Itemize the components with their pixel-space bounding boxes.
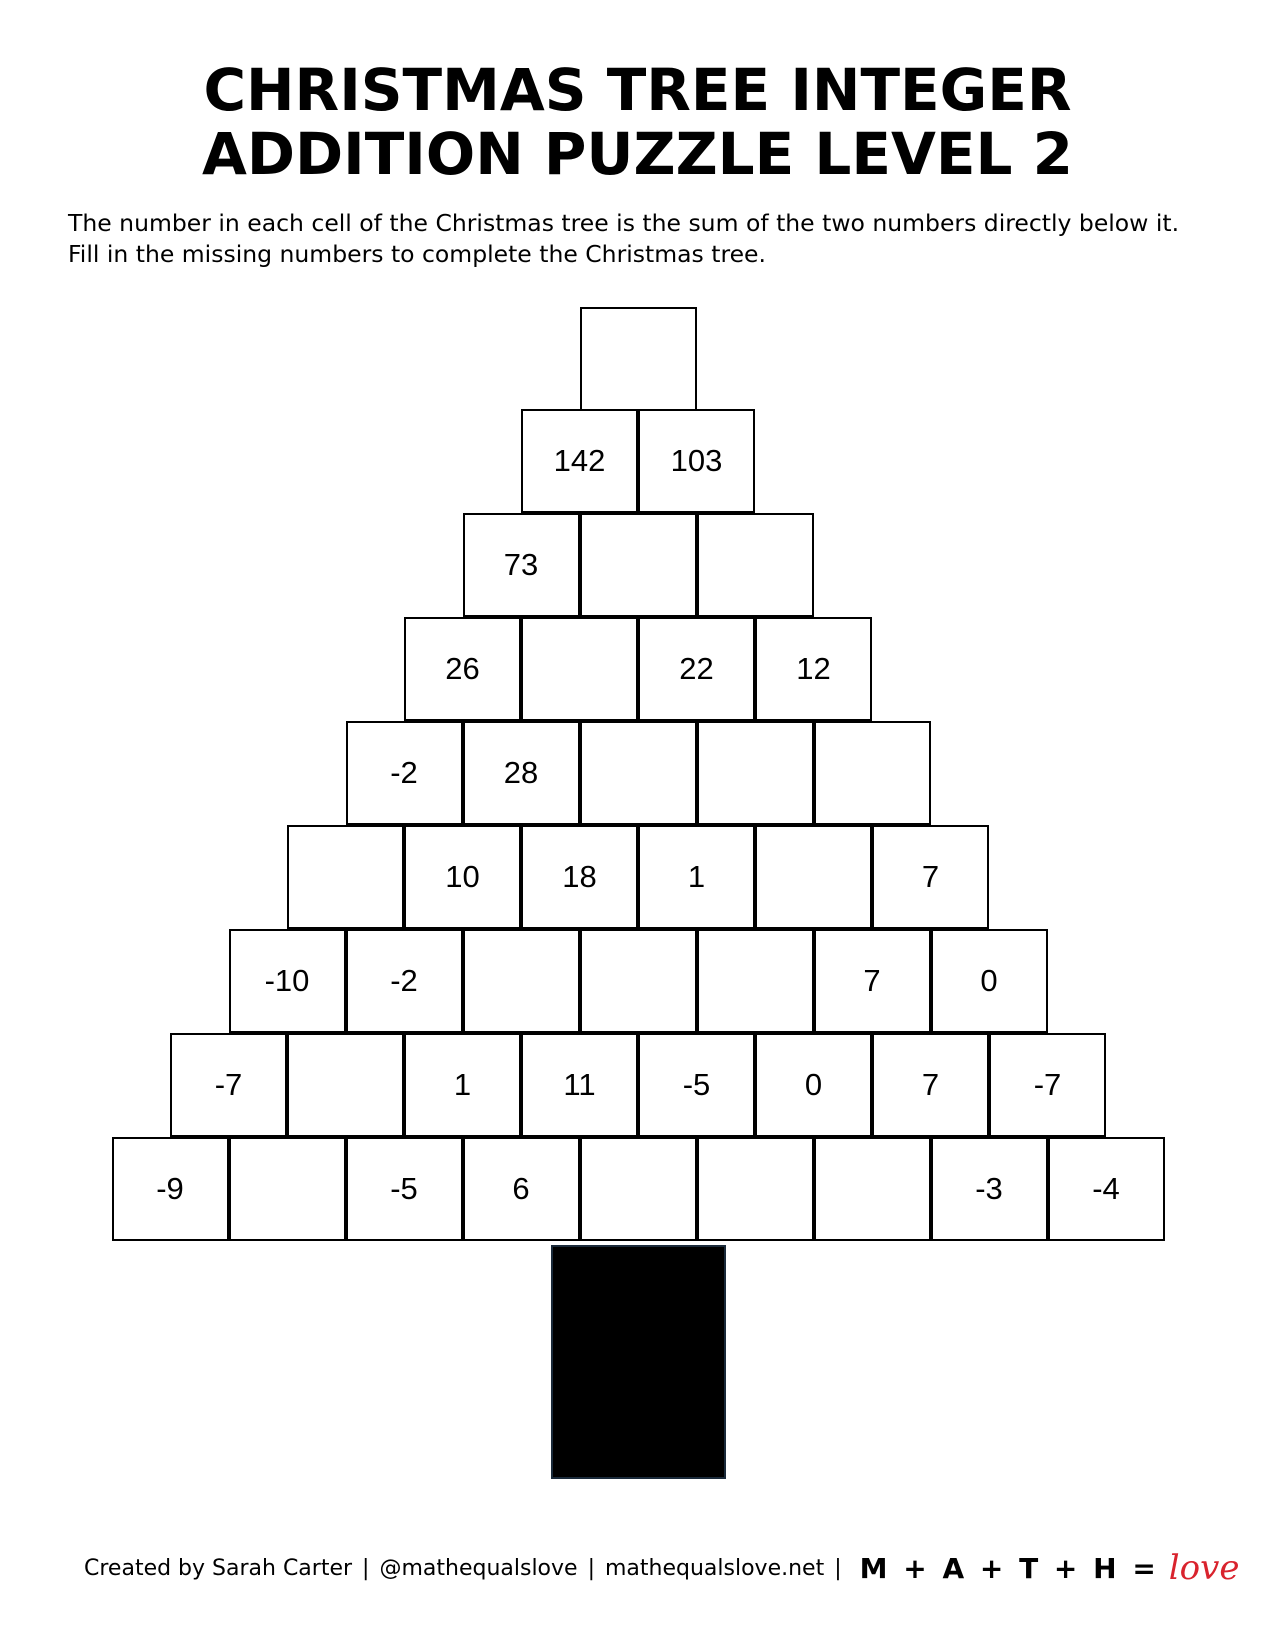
instructions-line-2: Fill in the missing numbers to complete the Christmas tree. — [68, 240, 766, 268]
footer-separator: | — [362, 1555, 370, 1581]
empty-tree-cell[interactable] — [580, 513, 697, 617]
empty-tree-cell[interactable] — [287, 1033, 404, 1137]
tree-cell: 28 — [463, 721, 580, 825]
tree-cell: -10 — [229, 929, 346, 1033]
tree-cell: -4 — [1048, 1137, 1165, 1241]
tree-cell: -5 — [346, 1137, 463, 1241]
empty-tree-cell[interactable] — [521, 617, 638, 721]
tree-cell: 1 — [404, 1033, 521, 1137]
footer-site: mathequalslove.net — [605, 1555, 825, 1581]
empty-tree-cell[interactable] — [814, 721, 931, 825]
tree-trunk — [551, 1245, 726, 1479]
tree-cell: -5 — [638, 1033, 755, 1137]
empty-tree-cell[interactable] — [697, 929, 814, 1033]
title-line-2: ADDITION PUZZLE LEVEL 2 — [201, 120, 1074, 188]
empty-tree-cell[interactable] — [580, 1137, 697, 1241]
tree-cell: -7 — [989, 1033, 1106, 1137]
tree-cell: 11 — [521, 1033, 638, 1137]
empty-tree-cell[interactable] — [580, 721, 697, 825]
tree-cell: 1 — [638, 825, 755, 929]
instructions-line-1: The number in each cell of the Christmas tree is the sum of the two numbers directly below it. — [68, 209, 1180, 237]
tree-cell: 0 — [755, 1033, 872, 1137]
empty-tree-cell[interactable] — [697, 513, 814, 617]
empty-tree-cell[interactable] — [287, 825, 404, 929]
empty-tree-cell[interactable] — [463, 929, 580, 1033]
tree-cell: -2 — [346, 929, 463, 1033]
empty-tree-cell[interactable] — [229, 1137, 346, 1241]
title-line-1: CHRISTMAS TREE INTEGER — [203, 56, 1072, 124]
tree-cell: 18 — [521, 825, 638, 929]
tree-cell: 7 — [872, 825, 989, 929]
empty-tree-cell[interactable] — [580, 929, 697, 1033]
tree-cell: -3 — [931, 1137, 1048, 1241]
tree-cell: -2 — [346, 721, 463, 825]
footer-handle: @mathequalslove — [379, 1555, 578, 1581]
empty-tree-cell[interactable] — [580, 307, 697, 411]
footer-separator: | — [834, 1555, 842, 1581]
tree-cell: 142 — [521, 409, 638, 513]
footer-credit: Created by Sarah Carter — [84, 1555, 353, 1581]
tree-cell: 22 — [638, 617, 755, 721]
footer — [84, 1548, 1239, 1588]
tree-cell: 73 — [463, 513, 580, 617]
empty-tree-cell[interactable] — [697, 1137, 814, 1241]
empty-tree-cell[interactable] — [697, 721, 814, 825]
tree-cell: 26 — [404, 617, 521, 721]
tree-cell: 103 — [638, 409, 755, 513]
tree-cell: 0 — [931, 929, 1048, 1033]
tree-cell: 7 — [814, 929, 931, 1033]
empty-tree-cell[interactable] — [755, 825, 872, 929]
tree-cell: 7 — [872, 1033, 989, 1137]
tree-cell: -9 — [112, 1137, 229, 1241]
footer-separator: | — [587, 1555, 595, 1581]
tree-cell: -7 — [170, 1033, 287, 1137]
math-logo: M + A + T + H = — [859, 1551, 1159, 1585]
empty-tree-cell[interactable] — [814, 1137, 931, 1241]
love-logo: love — [1168, 1548, 1240, 1588]
tree-cell: 6 — [463, 1137, 580, 1241]
tree-cell: 12 — [755, 617, 872, 721]
tree-cell: 10 — [404, 825, 521, 929]
